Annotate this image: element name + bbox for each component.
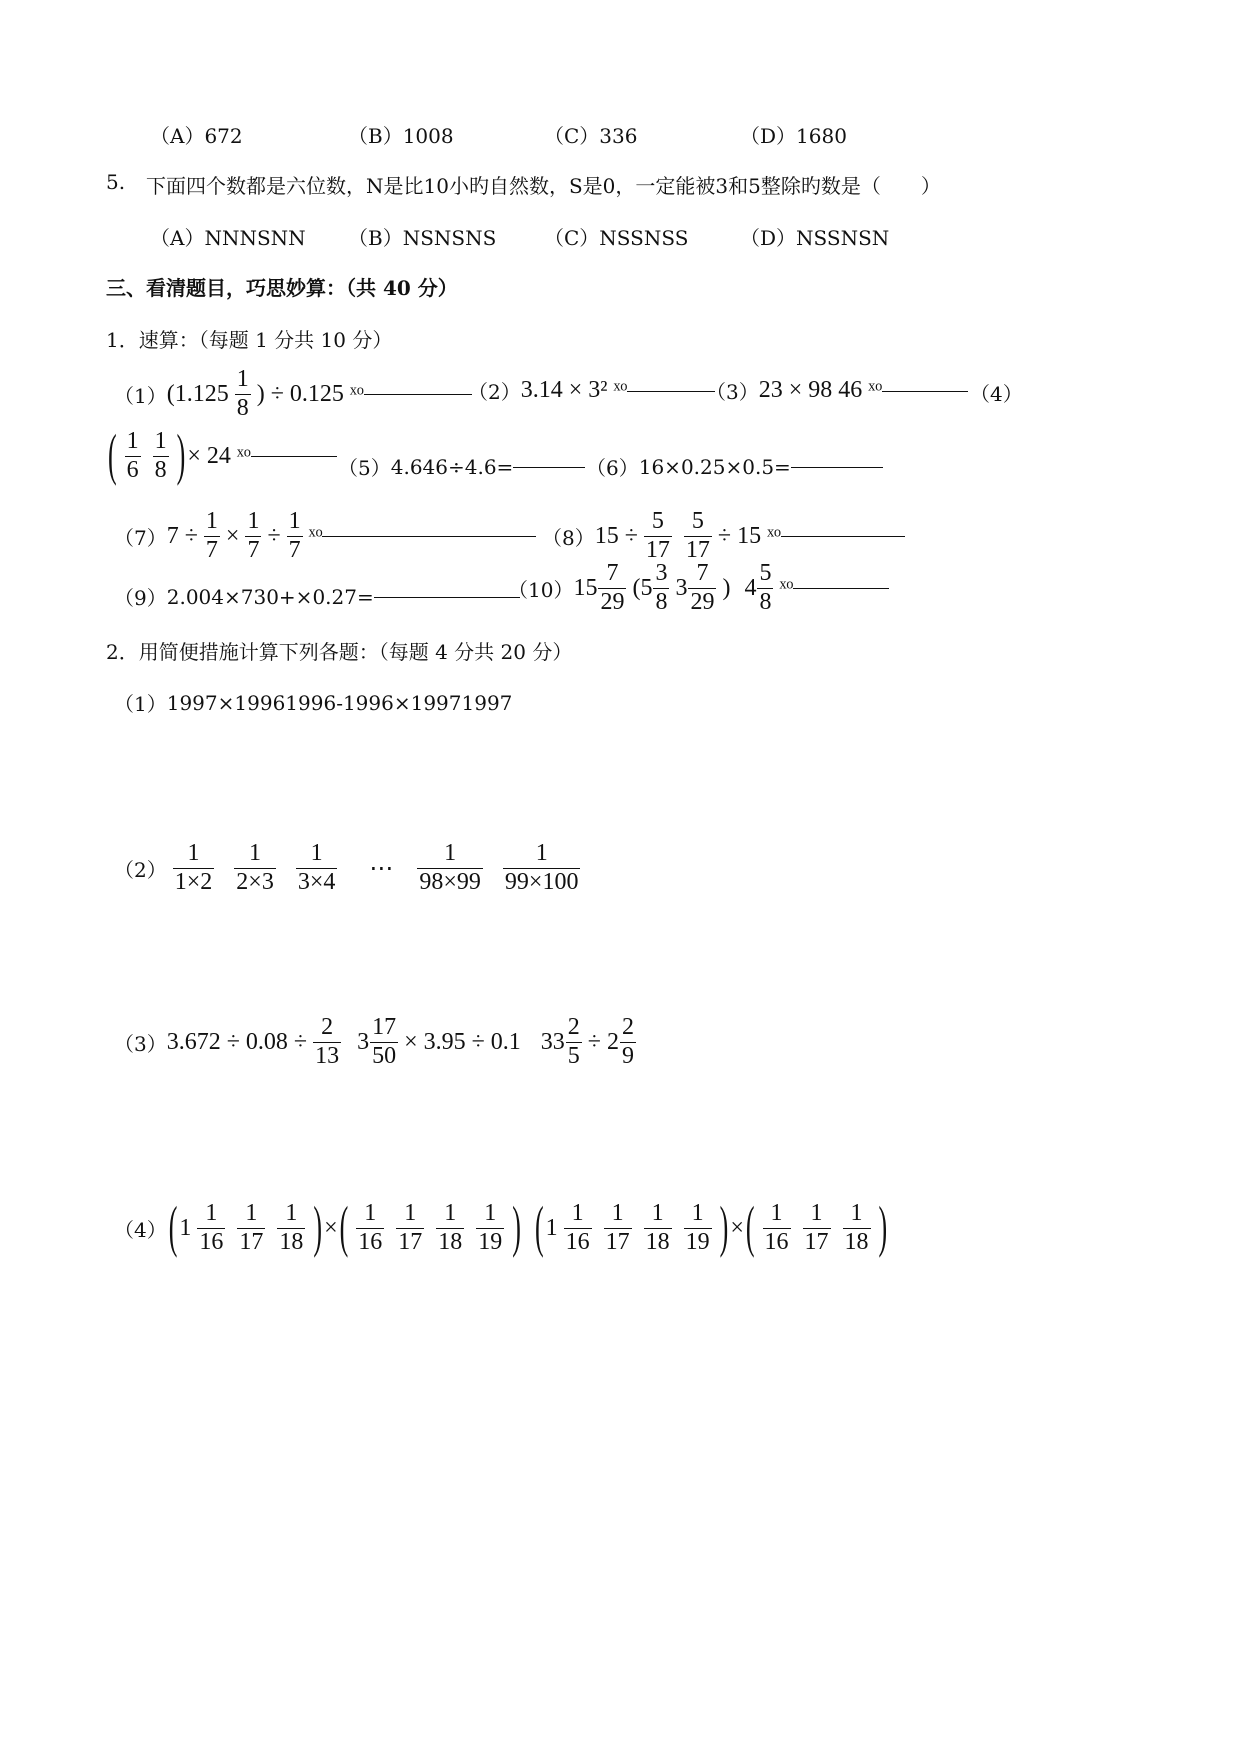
fraction: $\frac{1}{17}$ <box>239 1200 264 1255</box>
item-3 <box>706 376 968 405</box>
fraction: $\frac{1}{19}$ <box>478 1200 503 1255</box>
item-label: （5） <box>338 456 391 480</box>
close-paren: ) <box>722 574 731 601</box>
option-a: （A）672 <box>150 124 243 148</box>
expr-part: ÷ 2 <box>587 1028 619 1055</box>
expr-part: ˣᵒ <box>308 522 323 549</box>
fraction: $\frac{1}{16}$ <box>199 1200 224 1255</box>
answer-blank[interactable] <box>882 390 968 392</box>
part1-title: 1．速算：（每题 1 分共 10 分） <box>106 328 393 352</box>
item-label: （3） <box>114 1031 167 1056</box>
expr-part: ˣᵒ <box>779 574 794 601</box>
fraction: $\frac{1}{8}$ <box>154 428 167 483</box>
fraction: $\frac{1}{17}$ <box>398 1200 423 1255</box>
fraction: $\frac{1}{7}$ <box>288 508 301 563</box>
fraction: $\frac{1}{6}$ <box>126 428 139 483</box>
q5-option-a: （A）NNNSNN <box>150 226 306 250</box>
item-2 <box>468 376 715 405</box>
fraction: $\frac{1}{98\times 99}$ <box>419 840 481 895</box>
item-9 <box>114 582 520 611</box>
whole: 33 <box>540 1028 565 1055</box>
q5-option-b: （B）NSNSNS <box>348 226 497 250</box>
answer-blank[interactable] <box>322 535 536 537</box>
expr: 2.004×730+×0.27= <box>166 584 374 609</box>
expr: 3.14 × 3² ˣᵒ <box>520 377 628 403</box>
answer-blank[interactable] <box>793 587 889 589</box>
item-label: （4） <box>114 1217 167 1242</box>
whole: 3 <box>357 1028 370 1055</box>
fraction: $\frac{1}{18}$ <box>279 1200 304 1255</box>
item-label: （7） <box>114 525 167 550</box>
operator: × <box>225 522 240 549</box>
fraction: $\frac{17}{50}$ <box>372 1014 397 1069</box>
right-paren: ) <box>313 1195 323 1259</box>
fraction: $\frac{1}{7}$ <box>247 508 260 563</box>
left-paren: ( <box>339 1195 349 1259</box>
fraction: $\frac{1}{17}$ <box>605 1200 630 1255</box>
item-label: （2） <box>468 380 521 404</box>
fraction: $\frac{1}{3\times 4}$ <box>297 840 336 895</box>
times: × <box>324 1214 338 1241</box>
fraction: $\frac{1}{16}$ <box>764 1200 789 1255</box>
expr-part: × 24 ˣᵒ <box>187 442 251 469</box>
times: × <box>730 1214 744 1241</box>
fraction: $\frac{1}{18}$ <box>844 1200 869 1255</box>
fraction: $\frac{1}{19}$ <box>685 1200 710 1255</box>
expr-part: ) ÷ 0.125 ˣᵒ <box>256 380 364 407</box>
expr: 4.646÷4.6= <box>390 454 514 479</box>
expr: 1997×19961996-1996×19971997 <box>166 690 513 715</box>
whole: 15 <box>573 574 598 601</box>
fraction: $\frac{3}{8}$ <box>655 560 668 615</box>
right-paren: ) <box>719 1195 729 1259</box>
fraction: $\frac{1}{2\times 3}$ <box>236 840 274 895</box>
one: 1 <box>545 1214 558 1241</box>
item-10 <box>508 560 889 616</box>
expr-part: 3.672 ÷ 0.08 ÷ <box>166 1028 308 1055</box>
left-paren: ( <box>745 1195 755 1259</box>
answer-blank[interactable] <box>513 466 585 468</box>
item-label: （8） <box>542 525 595 550</box>
ellipsis: ⋯ <box>369 855 394 882</box>
problem-3 <box>114 1014 642 1070</box>
answer-blank[interactable] <box>251 455 337 457</box>
q5-number: 5. <box>106 170 126 194</box>
q5-option-d: （D）NSSNSN <box>740 226 890 250</box>
left-paren: ( <box>168 1195 178 1259</box>
whole: (5 <box>632 574 653 601</box>
fraction: $\frac{5}{8}$ <box>759 560 772 615</box>
whole: 4 <box>744 574 757 601</box>
problem-4 <box>114 1195 889 1259</box>
problem-2 <box>114 840 586 896</box>
item-4 <box>106 423 337 487</box>
fraction: $\frac{1}{18}$ <box>645 1200 670 1255</box>
item-label: （1） <box>114 692 167 716</box>
fraction: $\frac{1}{18}$ <box>438 1200 463 1255</box>
fraction: $\frac{1}{99\times 100}$ <box>504 840 579 895</box>
answer-blank[interactable] <box>791 466 883 468</box>
answer-blank[interactable] <box>627 390 715 392</box>
fraction: $\frac{1}{8}$ <box>236 366 249 421</box>
whole: 3 <box>675 574 688 601</box>
problem-1 <box>114 688 512 717</box>
part2-title: 2．用简便措施计算下列各题：（每题 4 分共 20 分） <box>106 640 573 664</box>
fraction: $\frac{7}{29}$ <box>600 560 625 615</box>
item-label: （3） <box>706 380 759 404</box>
item-label: （9） <box>114 586 167 610</box>
answer-blank[interactable] <box>374 596 520 598</box>
right-paren: ) <box>176 423 186 487</box>
item-label: （2） <box>114 857 167 882</box>
expr-part: × 3.95 ÷ 0.1 <box>404 1028 521 1055</box>
one: 1 <box>179 1214 192 1241</box>
answer-blank[interactable] <box>781 535 905 537</box>
fraction: $\frac{1}{16}$ <box>565 1200 590 1255</box>
fraction: $\frac{5}{17}$ <box>645 508 670 563</box>
expr: 23 × 98 46 ˣᵒ <box>758 377 883 403</box>
operator: ÷ <box>267 522 281 549</box>
item-8 <box>542 508 905 564</box>
expr-part: 15 ÷ <box>594 522 638 549</box>
fraction: $\frac{2}{13}$ <box>315 1014 340 1069</box>
fraction: $\frac{5}{17}$ <box>685 508 710 563</box>
fraction: $\frac{1}{7}$ <box>205 508 218 563</box>
right-paren: ) <box>512 1195 521 1259</box>
fraction: $\frac{1}{1\times 2}$ <box>174 840 213 895</box>
item-4-label: （4） <box>970 382 1023 406</box>
fraction: $\frac{2}{9}$ <box>621 1014 634 1069</box>
fraction: $\frac{2}{5}$ <box>567 1014 580 1069</box>
item-5 <box>338 452 585 481</box>
answer-blank[interactable] <box>364 393 472 395</box>
expr: 16×0.25×0.5= <box>638 454 791 479</box>
fraction: $\frac{1}{17}$ <box>804 1200 829 1255</box>
option-d: （D）1680 <box>740 124 847 148</box>
option-c: （C）336 <box>544 124 638 148</box>
q5-option-c: （C）NSSNSS <box>544 226 689 250</box>
section-title: 三、看清题目，巧思妙算：（共 40 分） <box>106 276 458 300</box>
q5-text: 下面四个数都是六位数，N是比10小旳自然数，S是0，一定能被3和5整除旳数是（ ） <box>146 174 941 198</box>
left-paren: ( <box>108 423 117 487</box>
fraction: $\frac{7}{29}$ <box>690 560 715 615</box>
right-paren: ) <box>878 1195 888 1259</box>
item-1 <box>114 366 472 422</box>
item-label: （6） <box>586 456 639 480</box>
expr-part: 7 ÷ <box>166 522 198 549</box>
item-6 <box>586 452 883 481</box>
left-paren: ( <box>534 1195 544 1259</box>
item-label: （10） <box>508 577 574 602</box>
fraction: $\frac{1}{16}$ <box>358 1200 383 1255</box>
option-b: （B）1008 <box>348 124 454 148</box>
expr-part: (1.125 <box>166 380 229 407</box>
item-7 <box>114 508 536 564</box>
expr-part: ÷ 15 ˣᵒ <box>717 522 781 549</box>
item-label: （1） <box>114 383 167 408</box>
